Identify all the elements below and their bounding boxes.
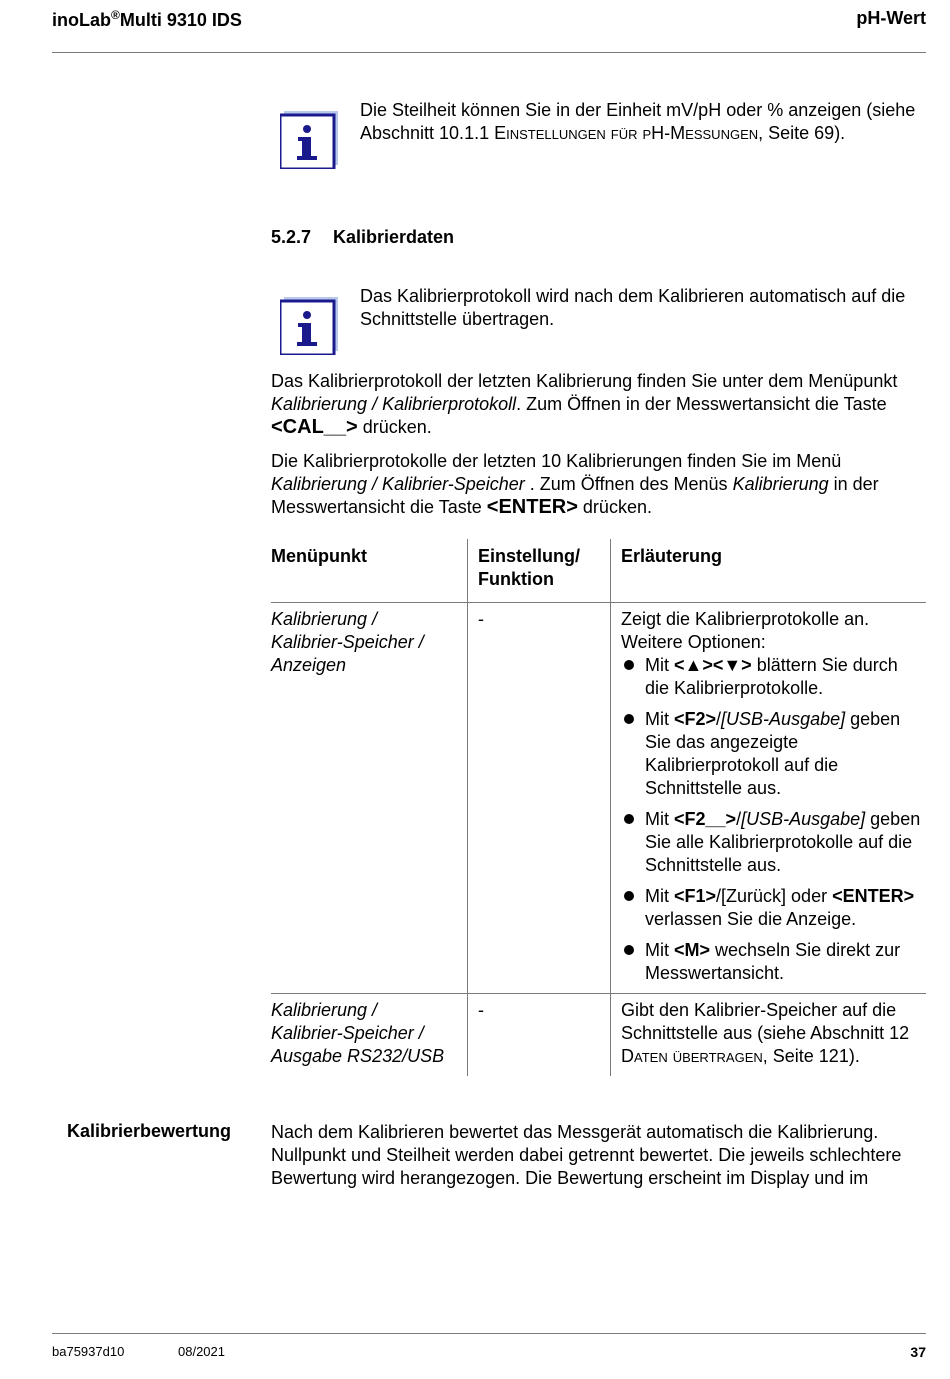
menu-path-part: Ausgabe RS232/USB [271, 1046, 445, 1066]
side-heading: Kalibrierbewertung [67, 1121, 232, 1141]
footer-date: 08/2021 [178, 1344, 225, 1359]
menu-path: Kalibrierung / Kalibrier-Speicher [271, 474, 525, 494]
menu-path-part: Anzeigen [271, 655, 347, 675]
setting-cell: - [468, 603, 611, 994]
header-rule [52, 52, 926, 53]
explanation-text: Weitere Optionen: [621, 632, 766, 652]
cross-reference: Daten übertragen [621, 1046, 763, 1066]
bullet-icon [624, 891, 634, 901]
column-header: Menüpunkt [271, 539, 468, 603]
para-text: drücken. [577, 497, 652, 517]
header-product [52, 8, 242, 31]
column-header: Einstellung/ Funktion [468, 539, 611, 603]
key-enter: <ENTER> [486, 496, 578, 518]
menu-path-part: Kalibrier-Speicher / [271, 1023, 424, 1043]
header-product-reg: ® [111, 8, 120, 22]
list-item: Mit <F2>/[USB-Ausgabe] geben Sie das angezeigte Kalibrierprotokoll auf die Schnittstelle aus. [621, 708, 926, 800]
menu-name: Kalibrierung [732, 474, 829, 494]
column-header: Erläuterung [611, 539, 927, 603]
explanation-cell: Gibt den Kalibrier-Speicher auf die Schnittstelle aus (siehe Abschnitt 12 Daten übertragen, Seite 121). [611, 994, 927, 1077]
softkey-label: [USB-Ausgabe] [741, 809, 866, 829]
key-enter: <ENTER> [832, 886, 915, 906]
para-text: Die Kalibrierprotokolle der letzten 10 Kalibrierungen finden Sie im Menü [271, 451, 842, 471]
note-kalibrierprotokoll: Das Kalibrierprotokoll wird nach dem Kalibrieren automatisch auf die Schnittstelle übertragen. [360, 286, 906, 329]
para-text: Das Kalibrierprotokoll der letzten Kalibrierung finden Sie unter dem Menüpunkt [271, 371, 898, 391]
footer-doc-id: ba75937d10 [52, 1344, 125, 1359]
bullet-icon [624, 660, 634, 670]
key-m: <M> [674, 940, 711, 960]
list-item: Mit <F2__>/[USB-Ausgabe] geben Sie alle Kalibrierprotokolle auf die Schnittstelle aus. [621, 808, 926, 877]
menu-table [271, 539, 926, 1076]
key-f2: <F2> [674, 709, 717, 729]
table-row [271, 994, 926, 1077]
table-header-row [271, 539, 926, 603]
para-text: drücken. [357, 417, 432, 437]
setting-cell: - [468, 994, 611, 1077]
softkey-label: [USB-Ausgabe] [721, 709, 846, 729]
note-steilheit [360, 99, 920, 145]
menu-path-part: Kalibrierung / [271, 609, 378, 629]
list-item: Mit <M> wechseln Sie direkt zur Messwertansicht. [621, 939, 926, 985]
menu-path-part: Kalibrierung / [271, 1000, 378, 1020]
section-number: 5.2.7 [271, 227, 312, 247]
menu-path-cell [271, 603, 468, 994]
info-icon [280, 111, 338, 169]
menu-path-cell [271, 994, 468, 1077]
header-chapter: pH-Wert [856, 8, 926, 28]
note-steilheit-text-end: , Seite 69). [758, 123, 846, 143]
list-item: Mit <F1>/[Zurück] oder <ENTER> verlassen Sie die Anzeige. [621, 885, 926, 931]
key-cal: <CAL__> [271, 416, 358, 438]
explanation-cell [611, 603, 927, 994]
cross-reference: Einstellungen für pH-Messungen [494, 123, 759, 143]
section-title: Kalibrierdaten [333, 227, 455, 247]
options-list [621, 654, 926, 985]
menu-path-item: Kalibrierprotokoll [382, 394, 517, 414]
header-product-model: Multi 9310 IDS [119, 10, 242, 30]
key-arrows: <▲><▼> [674, 655, 752, 675]
footer-rule [52, 1333, 926, 1334]
table-row [271, 603, 926, 994]
bullet-icon [624, 945, 634, 955]
list-item: Mit <▲><▼> blättern Sie durch die Kalibrierprotokolle. [621, 654, 926, 700]
para-text: in der Messwertansicht die Taste [271, 474, 879, 517]
menu-path-separator: / [367, 394, 383, 414]
menu-path: Kalibrierung [271, 394, 368, 414]
menu-path-part: Kalibrier-Speicher / [271, 632, 424, 652]
para-text: . Zum Öffnen in der Messwertansicht die Taste [516, 394, 887, 414]
paragraph-kalibrierprotokoll [271, 370, 926, 439]
header-product-name: inoLab [52, 10, 111, 30]
explanation-text: Zeigt die Kalibrierprotokolle an. [621, 609, 870, 629]
key-f1: <F1> [674, 886, 717, 906]
page-number: 37 [910, 1344, 926, 1360]
para-text: . Zum Öffnen des Menüs [524, 474, 733, 494]
info-icon [280, 297, 338, 355]
note-steilheit-text: Die Steilheit können Sie in der Einheit mV/pH oder % anzeigen (siehe Abschnitt 10.1.1 [360, 100, 916, 143]
paragraph-kalibrier-speicher [271, 450, 926, 519]
bullet-icon [624, 814, 634, 824]
paragraph-kalibrierbewertung: Nach dem Kalibrieren bewertet das Messgerät automatisch die Kalibrierung. Nullpunkt und Steilheit werden dabei getrennt bewertet. Die jeweils schlechtere Bewertung wird herangezogen. Die Bewertung erscheint im Display und im [271, 1122, 902, 1188]
bullet-icon [624, 714, 634, 724]
key-f2-long: <F2__> [674, 809, 737, 829]
